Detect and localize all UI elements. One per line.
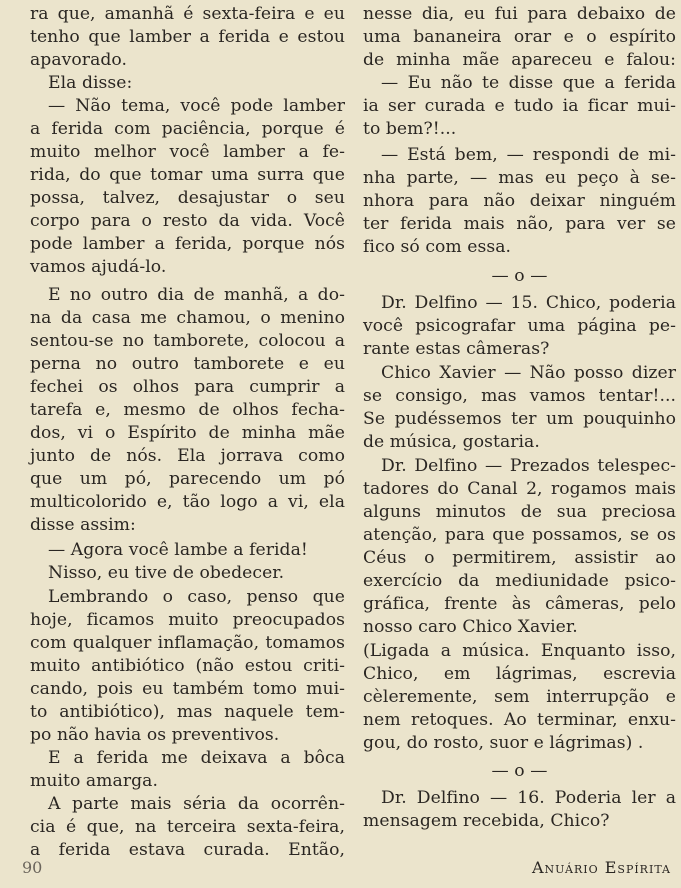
- text-line: a ferida estava curada. Então,: [30, 840, 345, 860]
- text-line: nem retoques. Ao terminar, enxu-: [363, 710, 676, 730]
- text-line: atenção, para que possamos, se os: [363, 525, 676, 545]
- text-line: nosso caro Chico Xavier.: [363, 617, 578, 637]
- text-line: — Eu não te disse que a ferida: [381, 73, 676, 93]
- text-line: alguns minutos de sua preciosa: [363, 502, 676, 522]
- text-line: — Não tema, você pode lamber: [48, 96, 345, 116]
- text-line: cèleremente, sem interrupção e: [363, 687, 676, 707]
- text-line: nesse dia, eu fui para debaixo de: [363, 4, 676, 24]
- text-line: E a ferida me deixava a bôca: [48, 748, 345, 768]
- text-line: que um pó, parecendo um pó: [30, 469, 345, 489]
- text-line: gou, do rosto, suor e lágrimas) .: [363, 733, 644, 753]
- text-line: Dr. Delfino — 16. Poderia ler a: [381, 788, 676, 808]
- text-line: ra que, amanhã é sexta-feira e eu: [30, 4, 345, 24]
- text-line: vamos ajudá-lo.: [30, 257, 167, 277]
- text-line: Dr. Delfino — 15. Chico, poderia: [381, 293, 676, 313]
- text-line: cando, pois eu também tomo mui-: [30, 679, 345, 699]
- text-line: muito antibiótico (não estou criti-: [30, 656, 345, 676]
- text-line: a ferida com paciência, porque é: [30, 119, 345, 139]
- text-line: Lembrando o caso, penso que: [48, 587, 345, 607]
- text-line: muito amarga.: [30, 771, 158, 791]
- text-line: cia é que, na terceira sexta-feira,: [30, 817, 345, 837]
- text-line: Dr. Delfino — Prezados telespec-: [381, 456, 676, 476]
- page-number: 90: [22, 858, 43, 877]
- text-line: junto de nós. Ela jorrava como: [30, 446, 345, 466]
- text-line: possa, talvez, desajustar o seu: [30, 188, 345, 208]
- text-line: tadores do Canal 2, rogamos mais: [363, 479, 676, 499]
- text-line: tenho que lamber a ferida e estou: [30, 27, 345, 47]
- text-line: Céus o permitirem, assistir ao: [363, 548, 676, 568]
- text-line: exercício da mediunidade psico-: [363, 571, 676, 591]
- text-line: tarefa e, mesmo de olhos fecha-: [30, 400, 345, 420]
- text-line: ia ser curada e tudo ia ficar mui-: [363, 96, 676, 116]
- running-head: Anuário Espírita: [531, 858, 671, 877]
- text-line: Nisso, eu tive de obedecer.: [48, 563, 285, 583]
- text-line: muito melhor você lamber a fe-: [30, 142, 345, 162]
- text-line: to antibiótico), mas naquele tem-: [30, 702, 345, 722]
- text-line: E no outro dia de manhã, a do-: [48, 285, 345, 305]
- text-line: — Agora você lambe a ferida!: [48, 540, 308, 560]
- text-line: pode lamber a ferida, porque nós: [30, 234, 345, 254]
- text-line: se consigo, mas vamos tentar!...: [363, 386, 676, 406]
- text-line: Chico Xavier — Não posso dizer: [381, 363, 676, 383]
- text-line: na da casa me chamou, o menino: [30, 308, 345, 328]
- text-line: mensagem recebida, Chico?: [363, 811, 610, 831]
- text-line: Se pudéssemos ter um pouquinho: [363, 409, 676, 429]
- text-line: nhora para não deixar ninguém: [363, 191, 676, 211]
- text-line: fico só com essa.: [363, 237, 512, 257]
- text-line: A parte mais séria da ocorrên-: [48, 794, 345, 814]
- text-line: — o —: [491, 761, 548, 781]
- text-line: multicolorido e, tão logo a vi, ela: [30, 492, 345, 512]
- text-line: uma bananeira orar e o espírito: [363, 27, 676, 47]
- text-line: rida, do que tomar uma surra que: [30, 165, 345, 185]
- text-line: de minha mãe apareceu e falou:: [363, 50, 676, 70]
- text-line: disse assim:: [30, 515, 136, 535]
- text-line: rante estas câmeras?: [363, 339, 550, 359]
- text-line: ter ferida mais não, para ver se: [363, 214, 676, 234]
- text-line: Ela disse:: [48, 73, 133, 93]
- text-line: nha parte, — mas eu peço à se-: [363, 168, 676, 188]
- text-line: de música, gostaria.: [363, 432, 540, 452]
- text-line: fechei os olhos para cumprir a: [30, 377, 345, 397]
- text-line: apavorado.: [30, 50, 128, 70]
- text-line: dos, vi o Espírito de minha mãe: [30, 423, 345, 443]
- text-line: Chico, em lágrimas, escrevia: [363, 664, 676, 684]
- text-line: gráfica, frente às câmeras, pelo: [363, 594, 676, 614]
- text-line: (Ligada a música. Enquanto isso,: [363, 641, 676, 661]
- text-line: po não havia os preventivos.: [30, 725, 280, 745]
- text-line: — Está bem, — respondi de mi-: [381, 145, 676, 165]
- text-line: hoje, ficamos muito preocupados: [30, 610, 345, 630]
- text-line: sentou-se no tamborete, colocou a: [30, 331, 345, 351]
- text-line: corpo para o resto da vida. Você: [30, 211, 345, 231]
- text-line: to bem?!...: [363, 119, 457, 139]
- text-line: perna no outro tamborete e eu: [30, 354, 345, 374]
- text-line: você psicografar uma página pe-: [363, 316, 676, 336]
- text-line: com qualquer inflamação, tomamos: [30, 633, 345, 653]
- text-line: — o —: [491, 266, 548, 286]
